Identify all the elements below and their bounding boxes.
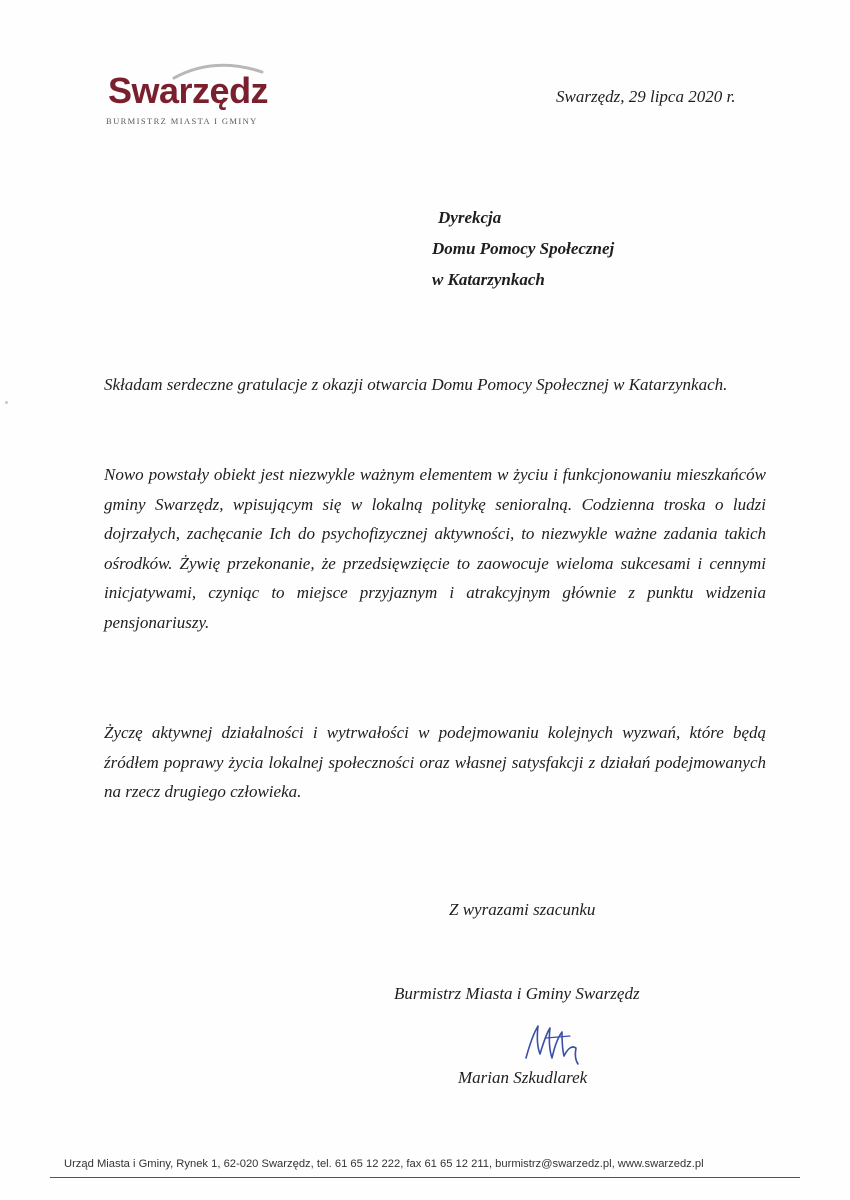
closing-salutation: Z wyrazami szacunku (449, 900, 596, 919)
handwritten-signature (518, 1018, 588, 1068)
footer-rule (50, 1177, 800, 1178)
letterhead-logo (104, 58, 284, 128)
letter-date: Swarzędz, 29 lipca 2020 r. (556, 87, 736, 106)
scan-speck (5, 401, 8, 404)
logo-wordmark: Swarzędz (108, 70, 269, 111)
logo-subtitle: BURMISTRZ MIASTA I GMINY (106, 116, 258, 126)
recipient-line-3: w Katarzynkach (432, 270, 545, 289)
signer-name: Marian Szkudlarek (458, 1068, 588, 1087)
body-paragraph-1: Składam serdeczne gratulacje z okazji otwarcia Domu Pomocy Społecznej w Katarzynkach. (104, 375, 728, 394)
body-paragraph-3: Życzę aktywnej działalności i wytrwałości w podejmowaniu kolejnych wyzwań, które będą źródłem poprawy życia lokalnej społeczności oraz własnej satysfakcji z działań podejmowanych na rzecz drugiego człowieka. (104, 723, 766, 801)
footer-contact: Urząd Miasta i Gminy, Rynek 1, 62-020 Swarzędz, tel. 61 65 12 222, fax 61 65 12 211, burmistrz@swarzedz.pl, www.swarzedz.pl (64, 1158, 704, 1170)
signer-role: Burmistrz Miasta i Gminy Swarzędz (394, 984, 640, 1003)
recipient-address (432, 202, 614, 295)
recipient-line-1: Dyrekcja (438, 208, 502, 227)
body-paragraph-2: Nowo powstały obiekt jest niezwykle ważnym elementem w życiu i funkcjonowaniu mieszkańców gminy Swarzędz, wpisującym się w lokalną politykę senioralną. Codzienna troska o ludzi dojrzałych, zachęcanie Ich do psychofizycznej aktywności, to niezwykle ważne zadania takich ośrodków. Żywię przekonanie, że przedsięwzięcie to zaowocuje wieloma sukcesami i cennymi inicjatywami, czyniąc to miejsce przyjaznym i atrakcyjnym głównie z punktu widzenia pensjonariuszy. (104, 465, 766, 632)
recipient-line-2: Domu Pomocy Społecznej (432, 239, 615, 258)
